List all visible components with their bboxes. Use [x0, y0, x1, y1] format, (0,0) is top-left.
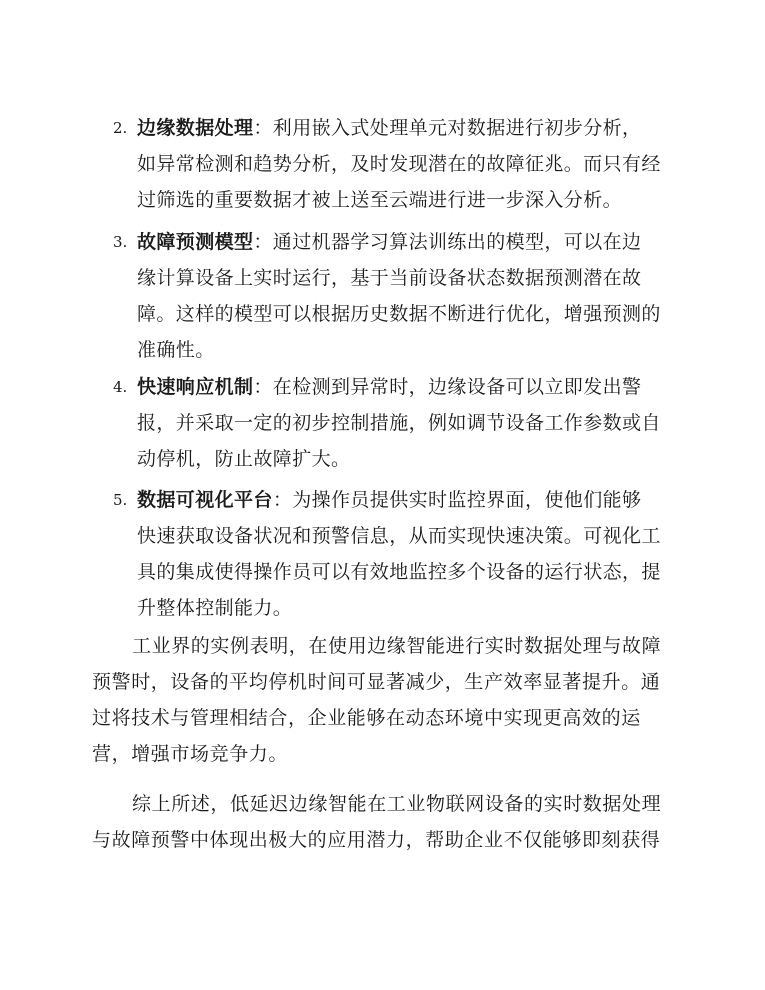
paragraph-line: 营，增强市场竞争力。	[92, 743, 289, 765]
list-item-term: 故障预测模型	[137, 231, 254, 253]
list-item-line: 过筛选的重要数据才被上送至云端进行进一步深入分析。	[137, 189, 623, 211]
list-item-term: 边缘数据处理	[137, 117, 254, 139]
list-item-body	[137, 369, 683, 477]
list-item-body	[137, 482, 683, 626]
list-item-text: ：利用嵌入式处理单元对数据进行初步分析，	[253, 117, 642, 139]
list-item-first-line	[137, 224, 683, 260]
list-item-text: ：在检测到异常时，边缘设备可以立即发出警	[253, 376, 642, 398]
list-number: 4.	[113, 378, 128, 396]
list-item-line: 准确性。	[137, 339, 215, 361]
list-item-line: 障。这样的模型可以根据历史数据不断进行优化，增强预测的	[137, 303, 661, 325]
list-item-line: 快速获取设备状况和预警信息，从而实现快速决策。可视化工	[137, 525, 661, 547]
list-item-line: 缘计算设备上实时运行，基于当前设备状态数据预测潜在故	[137, 267, 642, 289]
list-item-line: 如异常检测和趋势分析，及时发现潜在的故障征兆。而只有经	[137, 153, 661, 175]
paragraph-line: 工业界的实例表明，在使用边缘智能进行实时数据处理与故障	[132, 635, 662, 657]
paragraph-line: 预警时，设备的平均停机时间可显著减少，生产效率显著提升。通	[92, 671, 661, 693]
list-item-text: ：通过机器学习算法训练出的模型，可以在边	[253, 231, 642, 253]
list-number: 2.	[113, 119, 128, 137]
body-paragraph	[92, 628, 682, 772]
list-number: 3.	[113, 233, 128, 251]
list-item-first-line	[137, 110, 683, 146]
paragraph-line: 过将技术与管理相结合，企业能够在动态环境中实现更高效的运	[92, 707, 641, 729]
list-item-term: 数据可视化平台	[137, 489, 273, 511]
list-item-line: 报，并采取一定的初步控制措施，例如调节设备工作参数或自	[137, 412, 661, 434]
paragraph-line: 综上所述，低延迟边缘智能在工业物联网设备的实时数据处理	[132, 793, 662, 815]
list-item-first-line	[137, 482, 683, 518]
paragraph-line: 与故障预警中体现出极大的应用潜力，帮助企业不仅能够即刻获得	[92, 829, 661, 851]
list-item-text: ：为操作员提供实时监控界面，使他们能够	[272, 489, 642, 511]
list-item-body	[137, 110, 683, 218]
list-item-line: 动停机，防止故障扩大。	[137, 448, 351, 470]
list-item-line: 具的集成使得操作员可以有效地监控多个设备的运行状态，提	[137, 561, 661, 583]
list-number: 5.	[113, 491, 128, 509]
list-item-body	[137, 224, 683, 368]
list-item-term: 快速响应机制	[137, 376, 254, 398]
list-item-first-line	[137, 369, 683, 405]
body-paragraph	[92, 786, 682, 858]
list-item-line: 升整体控制能力。	[137, 597, 293, 619]
